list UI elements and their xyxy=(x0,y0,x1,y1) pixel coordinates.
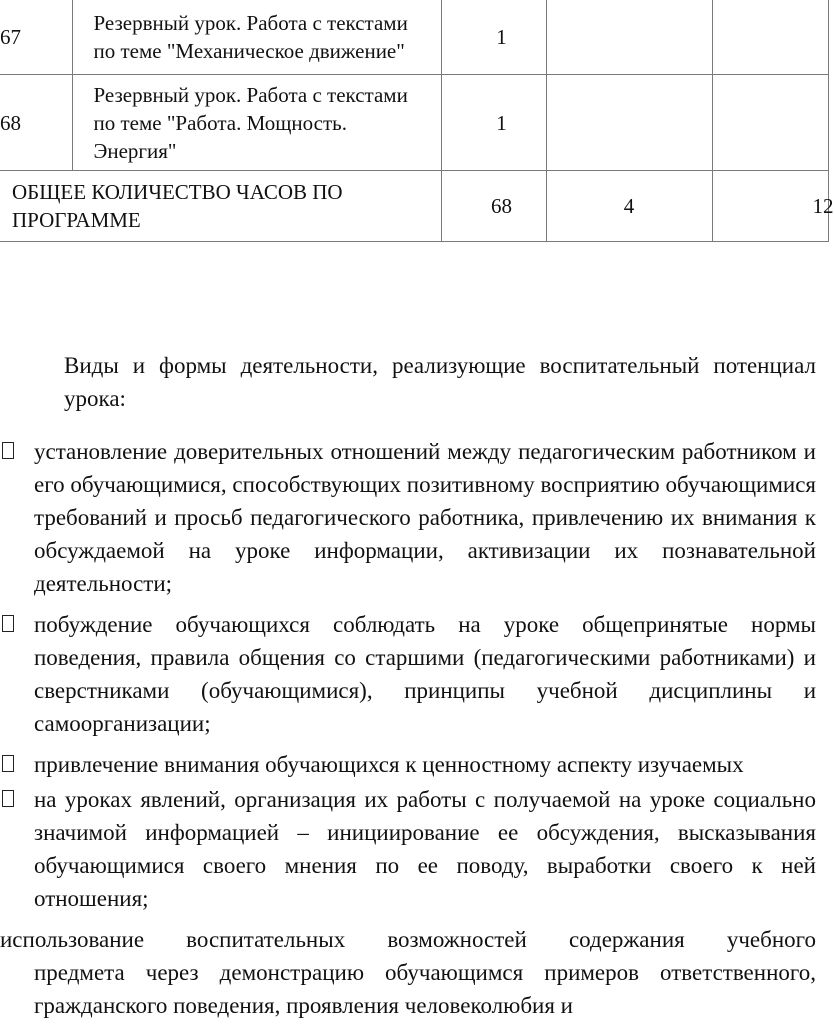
usage-first-line: использование воспитательных возможностей содержания учебного xyxy=(0,927,816,952)
lesson-plan-table xyxy=(0,0,834,242)
list-item xyxy=(0,435,816,600)
total-hours-value: 68 xyxy=(441,171,546,242)
square-bullet-icon xyxy=(2,615,14,632)
list-item xyxy=(0,783,816,915)
section-intro: Виды и формы деятельности, реализующие воспитательный потенциал урока: xyxy=(64,353,816,411)
square-bullet-icon xyxy=(2,442,14,459)
square-bullet-icon xyxy=(2,790,14,807)
lesson-control-works xyxy=(546,0,712,75)
lesson-hours: 1 xyxy=(441,0,546,75)
lesson-topic: Резервный урок. Работа с текстами по теме "Механическое движение" xyxy=(72,0,441,75)
list-item xyxy=(0,748,816,781)
list-item-text: на уроках явлений, организация их работы с получаемой на уроке социально значимой информацией – инициирование ее обсуждения, высказывания обучающимися своего мнения по ее поводу, выработки своего к ней отношения; xyxy=(34,787,816,911)
list-item-text: установление доверительных отношений между педагогическим работником и его обучающимися, способствующих позитивному восприятию обучающимися требований и просьб педагогического работника, привлечению их внимания к обсуждаемой на уроке информации, активизации их познавательной деятельности; xyxy=(34,439,816,596)
usage-continuation: предмета через демонстрацию обучающимся примеров ответственного, гражданского поведения, проявления человеколюбия и xyxy=(34,960,816,1018)
lesson-practical-works xyxy=(712,0,828,75)
table-row xyxy=(0,0,828,75)
list-item-text: побуждение обучающихся соблюдать на уроке общепринятые нормы поведения, правила общения со старшими (педагогическими работниками) и сверстниками (обучающимися), принципы учебной дисциплины и самоорганизации; xyxy=(34,612,816,736)
table-row xyxy=(0,75,828,171)
total-hours-label: ОБЩЕЕ КОЛИЧЕСТВО ЧАСОВ ПО ПРОГРАММЕ xyxy=(0,171,441,242)
usage-paragraph xyxy=(0,923,816,1022)
list-item xyxy=(0,608,816,740)
lesson-control-works xyxy=(546,75,712,171)
upbringing-section xyxy=(0,349,816,1022)
lesson-practical-works xyxy=(712,75,828,171)
lesson-number: 68 xyxy=(0,75,72,171)
total-practical-value: 12 xyxy=(812,194,834,218)
table-total-row xyxy=(0,171,828,242)
square-bullet-icon xyxy=(2,755,14,772)
lesson-topic: Резервный урок. Работа с текстами по теме "Работа. Мощность. Энергия" xyxy=(72,75,441,171)
total-control-works: 4 xyxy=(546,171,712,242)
total-practical-works xyxy=(712,171,834,242)
lesson-hours: 1 xyxy=(441,75,546,171)
list-item-text: привлечение внимания обучающихся к ценностному аспекту изучаемых xyxy=(34,752,744,777)
lesson-number: 67 xyxy=(0,0,72,75)
